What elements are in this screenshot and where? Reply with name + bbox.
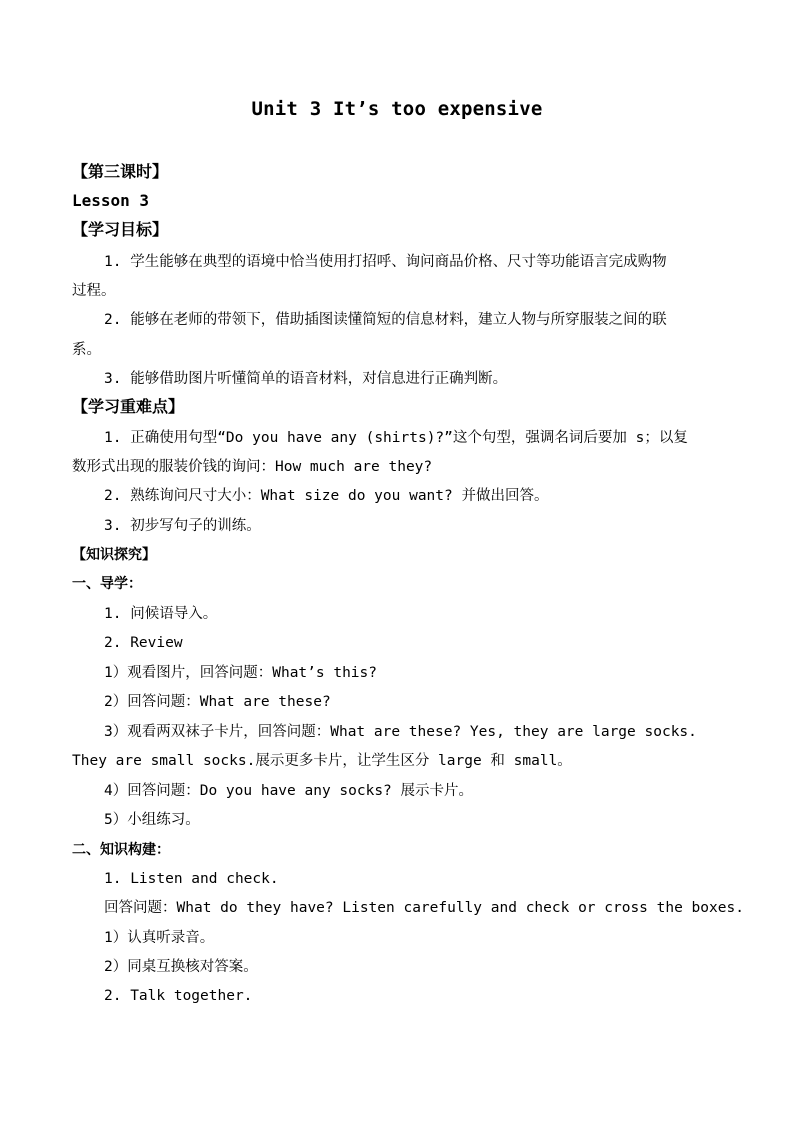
objective-2-line-2: 系。 — [72, 342, 101, 358]
part-2-line-3: 1）认真听录音。 — [104, 930, 215, 946]
document-title: Unit 3 It’s too expensive — [251, 98, 543, 120]
objective-1-line-1: 1. 学生能够在典型的语境中恰当使用打招呼、询问商品价格、尺寸等功能语言完成购物 — [104, 254, 667, 270]
exploration-heading: 【知识探究】 — [72, 547, 156, 563]
part-1-line-3: 1）观看图片，回答问题：What’s this? — [104, 665, 377, 681]
key-point-3: 3. 初步写句子的训练。 — [104, 518, 261, 534]
lesson-label: 【第三课时】 — [72, 162, 169, 181]
key-points-heading: 【学习重难点】 — [72, 397, 185, 416]
key-point-1-line-2: 数形式出现的服装价钱的询问：How much are they? — [72, 459, 433, 475]
part-1-line-5: 3）观看两双袜子卡片，回答问题：What are these? Yes, they are large socks. — [104, 724, 697, 740]
part-2-heading: 二、知识构建： — [72, 842, 170, 858]
part-2-line-2: 回答问题：What do they have? Listen carefully and check or cross the boxes. — [104, 900, 744, 916]
objective-3: 3. 能够借助图片听懂简单的语音材料，对信息进行正确判断。 — [104, 371, 508, 387]
key-point-2: 2. 熟练询问尺寸大小：What size do you want? 并做出回答。 — [104, 488, 549, 504]
key-point-1-line-1: 1. 正确使用句型“Do you have any (shirts)?”这个句型，强调名词后要加 s；以复 — [104, 430, 688, 446]
part-1-line-2: 2. Review — [104, 635, 183, 651]
lesson-name: Lesson 3 — [72, 191, 150, 210]
objective-2-line-1: 2. 能够在老师的带领下，借助插图读懂简短的信息材料，建立人物与所穿服装之间的联 — [104, 312, 667, 328]
objectives-heading: 【学习目标】 — [72, 220, 169, 239]
part-1-line-4: 2）回答问题：What are these? — [104, 694, 331, 710]
part-1-line-7: 4）回答问题：Do you have any socks? 展示卡片。 — [104, 783, 474, 799]
part-2-line-1: 1. Listen and check. — [104, 871, 279, 887]
part-1-line-8: 5）小组练习。 — [104, 812, 200, 828]
part-2-line-5: 2. Talk together. — [104, 988, 253, 1004]
part-1-heading: 一、导学： — [72, 576, 142, 592]
objective-1-line-2: 过程。 — [72, 283, 116, 299]
part-1-line-1: 1. 问候语导入。 — [104, 606, 218, 622]
part-1-line-6: They are small socks.展示更多卡片，让学生区分 large 和 small。 — [72, 753, 572, 769]
part-2-line-4: 2）同桌互换核对答案。 — [104, 959, 258, 975]
